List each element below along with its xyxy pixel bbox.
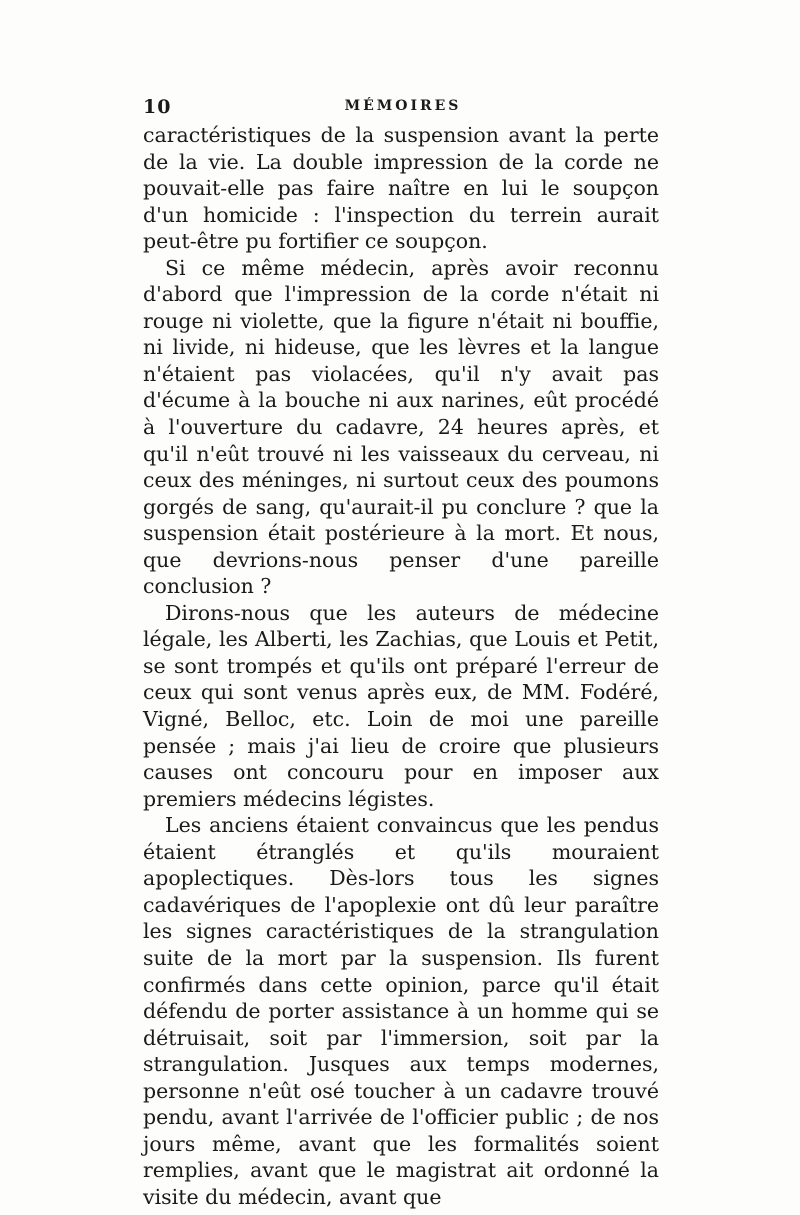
paragraph: Dirons-nous que les auteurs de médecine légale, les Alberti, les Zachias, que Louis et Petit, se sont trompés et qu'ils ont préparé l'erreur de ceux qui sont venus après eux, de MM. Fodéré, Vigné, Belloc, etc. Loin de moi une pareille pensée ; mais j'ai lieu de croire que plusieurs causes ont concouru pour en imposer aux premiers médecins légistes. bbox=[143, 600, 659, 811]
body-text bbox=[143, 122, 659, 1210]
running-head bbox=[143, 96, 663, 124]
paragraph-continued: caractéristiques de la suspension avant la perte de la vie. La double impression de la corde ne pouvait-elle pas faire naître en lui le soupçon d'un homicide : l'inspection du terrein aurait peut-être pu fortifier ce soupçon. bbox=[143, 123, 659, 254]
paragraph: Si ce même médecin, après avoir reconnu d'abord que l'impression de la corde n'était ni rouge ni violette, que la figure n'était ni bouffie, ni livide, ni hideuse, que les lèvres et la langue n'étaient pas violacées, qu'il n'y avait pas d'écume à la bouche ni aux narines, eût procédé à l'ouverture du cadavre, 24 heures après, et qu'il n'eût trouvé ni les vaisseaux du cerveau, ni ceux des méninges, ni surtout ceux des poumons gorgés de sang, qu'aurait-il pu conclure ? que la suspension était postérieure à la mort. Et nous, que devrions-nous penser d'une pareille conclusion ? bbox=[143, 255, 659, 599]
paragraph: Les anciens étaient convaincus que les pendus étaient étranglés et qu'ils mouraient apoplectiques. Dès-lors tous les signes cadavériques de l'apoplexie ont dû leur paraître les signes caractéristiques de la strangulation suite de la mort par la suspension. Ils furent confirmés dans cette opinion, parce qu'il était défendu de porter assistance à un homme qui se détruisait, soit par l'immersion, soit par la strangulation. Jusques aux temps modernes, personne n'eût osé toucher à un cadavre trouvé pendu, avant l'arrivée de l'officier public ; de nos jours même, avant que les formalités soient remplies, avant que le magistrat ait ordonné la visite du médecin, avant que bbox=[143, 813, 659, 1209]
running-title: MÉMOIRES bbox=[344, 98, 462, 114]
page-number: 10 bbox=[143, 96, 172, 118]
